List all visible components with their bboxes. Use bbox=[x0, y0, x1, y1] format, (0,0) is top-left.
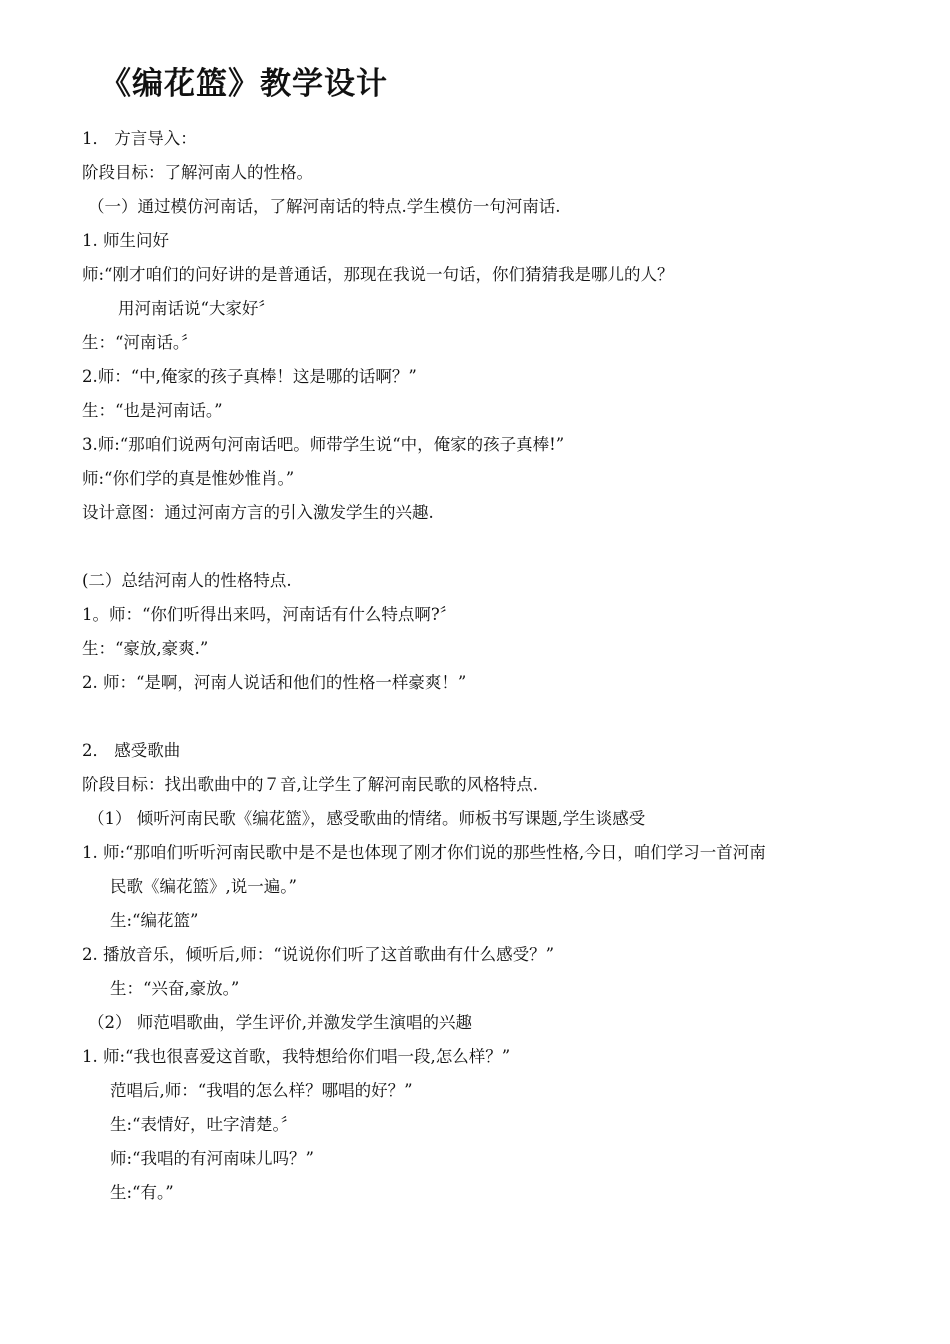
text-line: 2.师：“中,俺家的孩子真棒！这是哪的话啊？” bbox=[82, 367, 417, 386]
blank-line bbox=[82, 700, 922, 734]
blank-line bbox=[82, 530, 922, 564]
text-line: 1. 师生问好 bbox=[82, 231, 169, 250]
text-line: 生：“河南话。〞 bbox=[82, 333, 198, 352]
text-line: 2. 师：“是啊，河南人说话和他们的性格一样豪爽！” bbox=[82, 673, 467, 692]
text-line: 师:“刚才咱们的问好讲的是普通话，那现在我说一句话，你们猜猜我是哪儿的人？ bbox=[82, 265, 674, 284]
text-line: 1. 师:“我也很喜爱这首歌，我特想给你们唱一段,怎么样？” bbox=[82, 1047, 511, 1066]
text-line: 生:“有。” bbox=[110, 1183, 174, 1202]
text-line: 生：“兴奋,豪放。” bbox=[110, 979, 240, 998]
text-line: 民歌《编花篮》,说一遍。” bbox=[110, 877, 297, 896]
text-line: 1. 师:“那咱们听听河南民歌中是不是也体现了刚才你们说的那些性格,今日，咱们学习一首河南 bbox=[82, 843, 766, 862]
section-heading: 1． 方言导入： bbox=[82, 129, 197, 148]
text-line: 生：“也是河南话。” bbox=[82, 401, 223, 420]
document-title: 《编花篮》教学设计 bbox=[100, 66, 388, 102]
subsection-heading: （2） 师范唱歌曲，学生评价,并激发学生演唱的兴趣 bbox=[88, 1013, 472, 1032]
text-line: 师:“你们学的真是惟妙惟肖。” bbox=[82, 469, 295, 488]
stage-goal: 阶段目标：找出歌曲中的７音,让学生了解河南民歌的风格特点. bbox=[82, 775, 538, 794]
document-body bbox=[82, 122, 922, 1210]
subsection-heading: (二）总结河南人的性格特点. bbox=[82, 571, 292, 590]
stage-goal: 阶段目标：了解河南人的性格。 bbox=[82, 163, 313, 182]
subsection-heading: （1） 倾听河南民歌《编花篮》，感受歌曲的情绪。师板书写课题,学生谈感受 bbox=[88, 809, 646, 828]
text-line: 范唱后,师：“我唱的怎么样？哪唱的好？” bbox=[110, 1081, 413, 1100]
text-line: 1。师：“你们听得出来吗，河南话有什么特点啊?〞 bbox=[82, 605, 457, 624]
design-intent: 设计意图：通过河南方言的引入激发学生的兴趣. bbox=[82, 503, 434, 522]
text-line: 师:“我唱的有河南味儿吗？” bbox=[110, 1149, 314, 1168]
text-line: 3.师:“那咱们说两句河南话吧。师带学生说“中，俺家的孩子真棒!” bbox=[82, 435, 565, 454]
section-heading: 2． 感受歌曲 bbox=[82, 741, 181, 760]
text-line: 生：“豪放,豪爽.” bbox=[82, 639, 209, 658]
subsection-heading: （一）通过模仿河南话，了解河南话的特点.学生模仿一句河南话. bbox=[88, 197, 561, 216]
text-line: 生:“表情好，吐字清楚。〞 bbox=[110, 1115, 298, 1134]
text-line: 2. 播放音乐，倾听后,师：“说说你们听了这首歌曲有什么感受？” bbox=[82, 945, 555, 964]
text-line: 用河南话说“大家好〞 bbox=[118, 299, 275, 318]
text-line: 生:“编花篮” bbox=[110, 911, 199, 930]
